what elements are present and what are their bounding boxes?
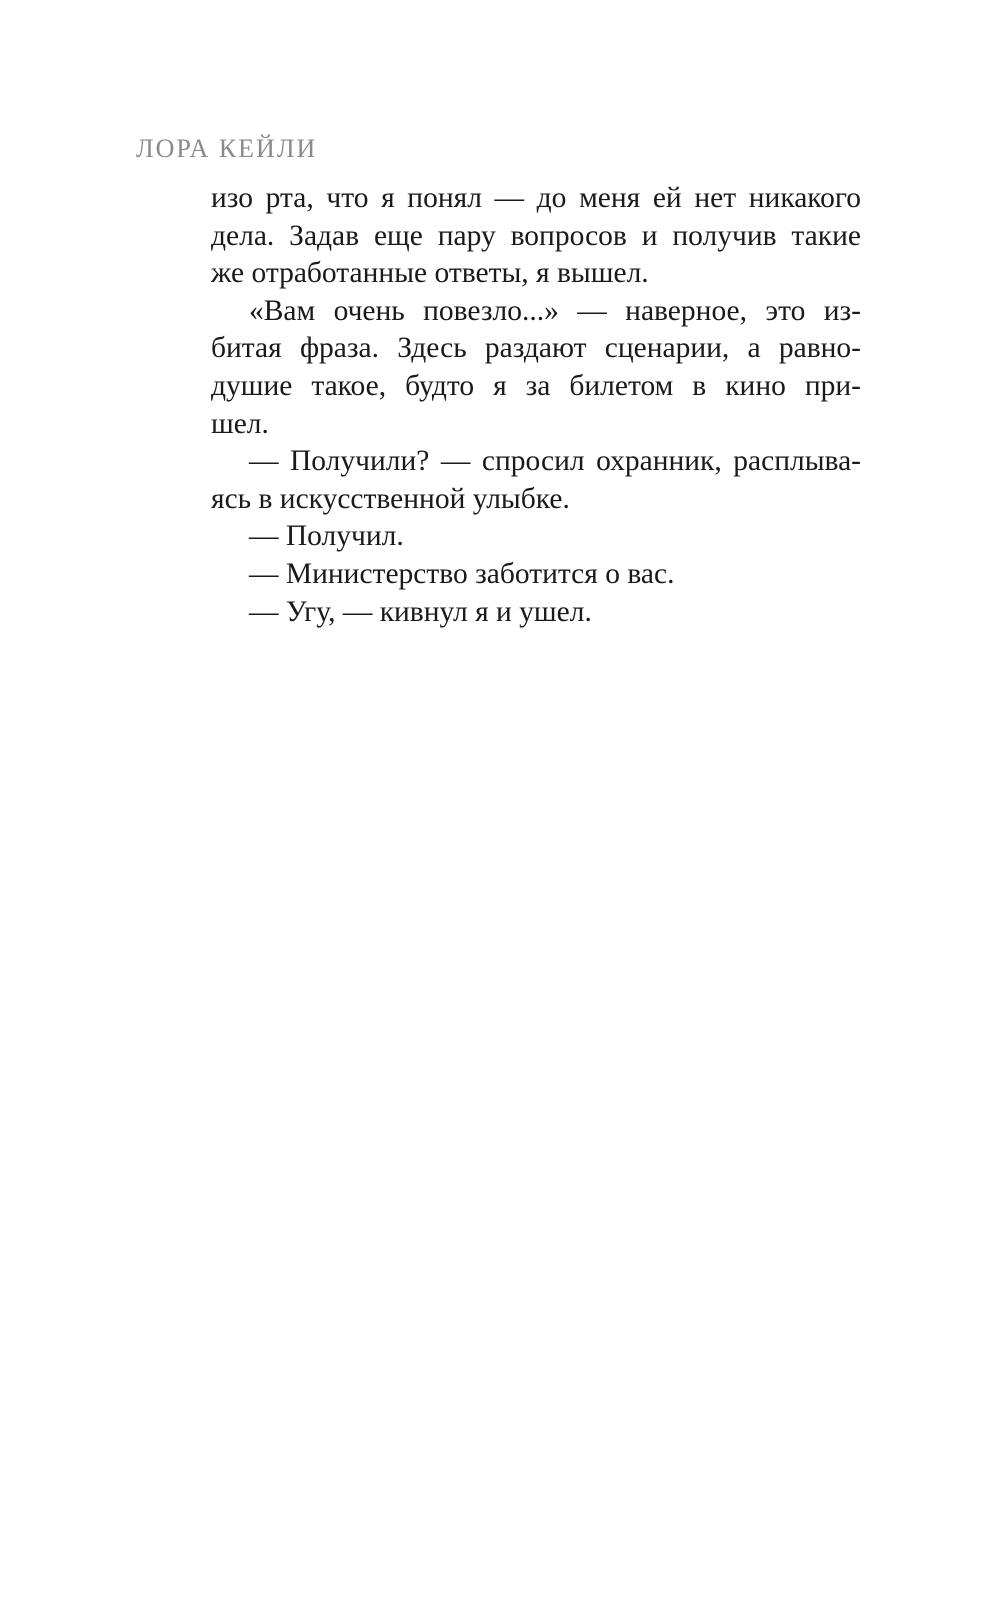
body-text: [211, 180, 861, 631]
text-line: шел.: [211, 407, 269, 440]
text-line: «Вам очень повезло...» — наверное, это из-: [249, 294, 861, 327]
text-line: дела. Задав еще пару вопросов и получив такие: [211, 219, 861, 252]
text-line: ясь в искусственной улыбке.: [211, 482, 570, 515]
text-line: — Министерство заботится о вас.: [249, 557, 675, 590]
text-line: душие такое, будто я за билетом в кино при-: [211, 369, 861, 402]
text-line: — Получили? — спросил охранник, расплыва-: [249, 445, 861, 478]
text-line: — Угу, — кивнул я и ушел.: [249, 595, 592, 628]
text-line: — Получил.: [249, 520, 404, 553]
text-line: же отработанные ответы, я вышел.: [211, 257, 649, 290]
text-line: изо рта, что я понял — до меня ей нет никакого: [211, 182, 861, 214]
running-head: ЛОРА КЕЙЛИ: [136, 134, 318, 163]
text-line: битая фраза. Здесь раздают сценарии, а равно-: [211, 332, 861, 365]
